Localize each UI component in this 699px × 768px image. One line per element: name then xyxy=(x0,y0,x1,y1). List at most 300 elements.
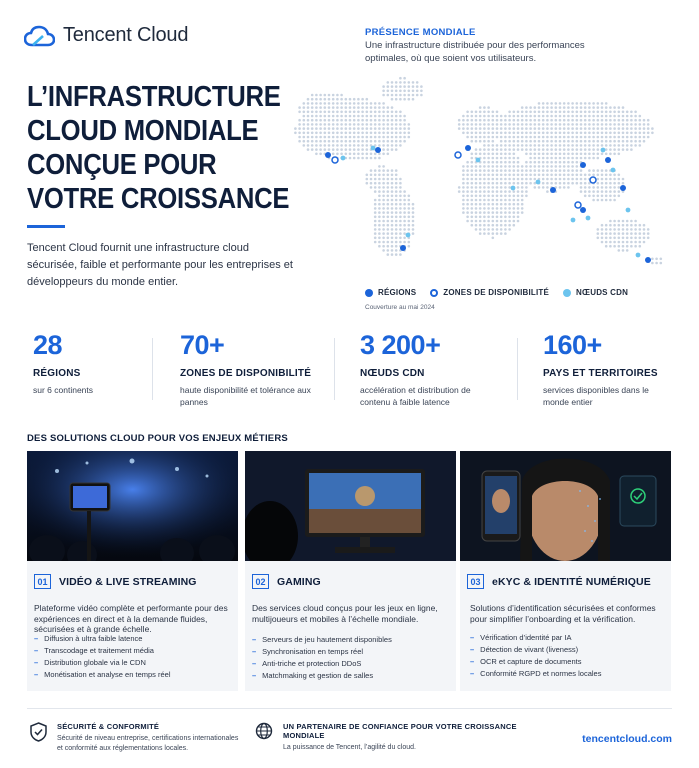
map-dot xyxy=(525,140,528,143)
map-dot xyxy=(630,140,633,143)
card-number: 01 xyxy=(34,574,51,589)
map-dot xyxy=(588,106,591,109)
map-dot xyxy=(584,115,587,118)
map-dot xyxy=(374,115,377,118)
map-dot xyxy=(395,85,398,88)
map-dot xyxy=(517,182,520,185)
map-dot xyxy=(597,123,600,126)
map-dot xyxy=(395,132,398,135)
map-dot xyxy=(399,81,402,84)
stat-label: NŒUDS CDN xyxy=(360,368,425,379)
map-dot xyxy=(408,195,411,198)
map-dot xyxy=(466,199,469,202)
map-dot xyxy=(580,157,583,160)
map-dot xyxy=(303,111,306,114)
map-dot xyxy=(395,207,398,210)
map-dot xyxy=(513,153,516,156)
map-dot xyxy=(508,190,511,193)
map-dot xyxy=(618,140,621,143)
map-dot xyxy=(391,237,394,240)
map-dot xyxy=(513,148,516,151)
map-dot xyxy=(319,140,322,143)
map-dot xyxy=(340,94,343,97)
map-dot xyxy=(332,140,335,143)
map-dot xyxy=(366,136,369,139)
map-dot xyxy=(458,123,461,126)
map-dot xyxy=(311,132,314,135)
map-dot xyxy=(588,186,591,189)
map-dot xyxy=(534,165,537,168)
map-dot xyxy=(471,182,474,185)
map-dot xyxy=(324,119,327,122)
map-dot xyxy=(626,148,629,151)
map-dot xyxy=(395,211,398,214)
map-dot xyxy=(613,140,616,143)
card-header xyxy=(252,574,321,589)
presence-subtitle: Une infrastructure distribuée pour des performances optimales, où que soient vos utilisateurs. xyxy=(365,40,585,64)
map-dot xyxy=(555,119,558,122)
map-dot xyxy=(336,132,339,135)
map-dot xyxy=(408,228,411,231)
map-dot xyxy=(622,241,625,244)
map-dot xyxy=(555,127,558,130)
map-dot xyxy=(391,85,394,88)
map-dot xyxy=(311,111,314,114)
map-dot xyxy=(597,111,600,114)
map-dot xyxy=(332,115,335,118)
map-dot xyxy=(366,123,369,126)
map-dot xyxy=(605,102,608,105)
map-dot xyxy=(466,119,469,122)
website-link[interactable]: tencentcloud.com xyxy=(582,733,672,745)
map-dot xyxy=(378,195,381,198)
map-dot xyxy=(567,161,570,164)
map-dot xyxy=(542,178,545,181)
map-dot xyxy=(483,111,486,114)
map-dot xyxy=(471,190,474,193)
map-dot xyxy=(483,148,486,151)
map-dot xyxy=(651,132,654,135)
map-dot xyxy=(382,182,385,185)
map-dot xyxy=(483,115,486,118)
map-dot xyxy=(303,132,306,135)
map-dot xyxy=(597,136,600,139)
map-dot xyxy=(630,132,633,135)
map-dot xyxy=(391,241,394,244)
map-dot xyxy=(298,111,301,114)
map-dot xyxy=(496,111,499,114)
map-dot xyxy=(403,224,406,227)
map-dot xyxy=(546,190,549,193)
map-dot xyxy=(504,115,507,118)
map-dot xyxy=(601,132,604,135)
map-dot xyxy=(387,245,390,248)
map-dot xyxy=(315,123,318,126)
map-dot xyxy=(492,119,495,122)
map-dot xyxy=(605,174,608,177)
map-dot xyxy=(630,144,633,147)
map-dot xyxy=(366,119,369,122)
map-dot xyxy=(391,207,394,210)
map-dot xyxy=(403,85,406,88)
map-dot xyxy=(345,127,348,130)
map-dot xyxy=(534,127,537,130)
map-dot xyxy=(542,140,545,143)
map-dot xyxy=(408,245,411,248)
map-dot xyxy=(492,216,495,219)
map-dot xyxy=(345,111,348,114)
map-dot xyxy=(395,195,398,198)
map-dot xyxy=(529,119,532,122)
map-dot xyxy=(500,199,503,202)
map-dot xyxy=(399,199,402,202)
map-dot xyxy=(496,203,499,206)
partner-block xyxy=(255,722,553,753)
map-dot xyxy=(340,144,343,147)
map-dot xyxy=(529,157,532,160)
headline-line: VOTRE CROISSANCE xyxy=(27,183,290,215)
map-dot xyxy=(374,199,377,202)
map-dot xyxy=(475,165,478,168)
map-dot xyxy=(563,182,566,185)
map-dot xyxy=(584,178,587,181)
map-dot xyxy=(550,157,553,160)
map-dot xyxy=(471,203,474,206)
map-dot xyxy=(412,211,415,214)
map-dot xyxy=(605,182,608,185)
map-dot xyxy=(374,190,377,193)
stat-value: 3 200+ xyxy=(360,330,441,360)
map-dot xyxy=(550,123,553,126)
map-dot xyxy=(483,140,486,143)
map-dot xyxy=(311,148,314,151)
map-dot xyxy=(504,220,507,223)
map-dot xyxy=(487,203,490,206)
map-dot xyxy=(345,140,348,143)
map-dot xyxy=(563,115,566,118)
map-dot xyxy=(382,102,385,105)
map-dot xyxy=(403,216,406,219)
map-dot xyxy=(580,190,583,193)
list-item: – Transcodage et traitement média xyxy=(34,646,154,655)
map-dot xyxy=(513,207,516,210)
map-dot xyxy=(508,211,511,214)
map-dot xyxy=(315,144,318,147)
zone-ring-icon xyxy=(430,289,438,297)
map-dot xyxy=(466,216,469,219)
map-dot xyxy=(492,186,495,189)
map-dot xyxy=(391,211,394,214)
map-dot xyxy=(630,228,633,231)
map-dot xyxy=(634,132,637,135)
map-dot xyxy=(399,211,402,214)
card-feature-list xyxy=(252,634,392,682)
map-dot xyxy=(382,85,385,88)
map-dot xyxy=(399,119,402,122)
map-dot xyxy=(525,127,528,130)
map-dot xyxy=(563,136,566,139)
map-dot xyxy=(487,224,490,227)
map-dot xyxy=(475,199,478,202)
map-dot xyxy=(588,153,591,156)
map-dot xyxy=(328,123,331,126)
map-dot xyxy=(597,148,600,151)
map-dot xyxy=(622,132,625,135)
map-dot xyxy=(319,132,322,135)
map-dot xyxy=(349,136,352,139)
security-title: SÉCURITÉ & CONFORMITÉ xyxy=(57,722,160,731)
map-dot xyxy=(328,140,331,143)
map-dot xyxy=(391,253,394,256)
map-dot xyxy=(559,165,562,168)
map-dot xyxy=(592,106,595,109)
map-dot xyxy=(609,127,612,130)
map-dot xyxy=(303,102,306,105)
map-dot xyxy=(580,148,583,151)
map-dot xyxy=(584,123,587,126)
map-dot xyxy=(395,199,398,202)
map-dot xyxy=(487,178,490,181)
map-dot xyxy=(403,220,406,223)
map-dot xyxy=(592,102,595,105)
map-dot xyxy=(613,245,616,248)
map-dot xyxy=(529,165,532,168)
map-dot xyxy=(387,169,390,172)
map-dot xyxy=(567,132,570,135)
map-dot xyxy=(618,186,621,189)
map-dot xyxy=(475,174,478,177)
map-dot xyxy=(546,182,549,185)
map-dot xyxy=(626,140,629,143)
map-dot xyxy=(387,90,390,93)
map-dot xyxy=(521,136,524,139)
map-dot xyxy=(559,102,562,105)
map-dot xyxy=(332,98,335,101)
map-dot xyxy=(382,115,385,118)
map-dot xyxy=(387,132,390,135)
map-dot xyxy=(391,245,394,248)
map-dot xyxy=(576,102,579,105)
map-dot xyxy=(378,237,381,240)
map-dot xyxy=(517,207,520,210)
map-dot xyxy=(483,161,486,164)
map-dot xyxy=(513,190,516,193)
stat-value: 160+ xyxy=(543,330,602,360)
map-dot xyxy=(601,186,604,189)
map-dot xyxy=(353,157,356,160)
map-dot xyxy=(387,237,390,240)
map-dot xyxy=(328,94,331,97)
map-dot xyxy=(563,153,566,156)
map-dot xyxy=(479,115,482,118)
map-dot xyxy=(349,157,352,160)
map-dot xyxy=(487,140,490,143)
map-dot xyxy=(496,178,499,181)
map-dot xyxy=(483,203,486,206)
card-header xyxy=(34,574,197,589)
map-dot xyxy=(529,140,532,143)
map-dot xyxy=(471,157,474,160)
map-dot xyxy=(466,123,469,126)
map-dot xyxy=(307,140,310,143)
map-dot xyxy=(605,237,608,240)
map-dot xyxy=(584,140,587,143)
map-dot xyxy=(534,174,537,177)
map-dot xyxy=(622,148,625,151)
map-dot xyxy=(357,106,360,109)
map-dot xyxy=(374,157,377,160)
map-dot xyxy=(496,232,499,235)
map-dot xyxy=(399,241,402,244)
map-dot xyxy=(500,228,503,231)
map-dot xyxy=(332,111,335,114)
map-dot xyxy=(571,169,574,172)
map-dot xyxy=(399,216,402,219)
region-marker xyxy=(325,152,331,158)
map-dot xyxy=(487,157,490,160)
map-dot xyxy=(588,174,591,177)
map-dot xyxy=(349,102,352,105)
map-dot xyxy=(311,115,314,118)
map-dot xyxy=(592,115,595,118)
map-dot xyxy=(391,98,394,101)
map-dot xyxy=(609,224,612,227)
map-dot xyxy=(345,132,348,135)
map-dot xyxy=(563,174,566,177)
map-dot xyxy=(387,203,390,206)
map-dot xyxy=(500,144,503,147)
map-dot xyxy=(349,153,352,156)
map-dot xyxy=(391,199,394,202)
map-dot xyxy=(571,136,574,139)
map-dot xyxy=(542,186,545,189)
map-dot xyxy=(555,136,558,139)
map-dot xyxy=(366,140,369,143)
map-dot xyxy=(508,119,511,122)
map-dot xyxy=(609,190,612,193)
map-dot xyxy=(567,169,570,172)
map-dot xyxy=(521,111,524,114)
map-dot xyxy=(576,140,579,143)
map-dot xyxy=(580,132,583,135)
map-dot xyxy=(605,115,608,118)
map-dot xyxy=(471,136,474,139)
map-dot xyxy=(622,144,625,147)
map-dot xyxy=(345,98,348,101)
map-dot xyxy=(366,111,369,114)
card-title: GAMING xyxy=(277,575,321,588)
map-dot xyxy=(475,119,478,122)
map-dot xyxy=(487,136,490,139)
map-dot xyxy=(576,174,579,177)
map-dot xyxy=(399,182,402,185)
map-dot xyxy=(496,211,499,214)
map-dot xyxy=(613,186,616,189)
card-number: 02 xyxy=(252,574,269,589)
map-dot xyxy=(517,195,520,198)
map-dot xyxy=(487,161,490,164)
map-dot xyxy=(618,178,621,181)
map-dot xyxy=(496,207,499,210)
map-dot xyxy=(412,203,415,206)
map-dot xyxy=(483,195,486,198)
map-dot xyxy=(475,132,478,135)
map-dot xyxy=(466,178,469,181)
map-dot xyxy=(319,98,322,101)
map-dot xyxy=(475,228,478,231)
map-dot xyxy=(403,140,406,143)
map-dot xyxy=(517,123,520,126)
map-dot xyxy=(584,119,587,122)
map-dot xyxy=(605,127,608,130)
map-dot xyxy=(412,98,415,101)
map-dot xyxy=(622,232,625,235)
zone-marker xyxy=(590,177,596,183)
map-dot xyxy=(508,174,511,177)
map-dot xyxy=(345,153,348,156)
map-dot xyxy=(496,182,499,185)
map-dot xyxy=(504,132,507,135)
map-dot xyxy=(529,182,532,185)
map-dot xyxy=(588,102,591,105)
map-dot xyxy=(546,144,549,147)
map-dot xyxy=(609,106,612,109)
map-dot xyxy=(336,148,339,151)
map-dot xyxy=(487,123,490,126)
logo-text: Tencent Cloud xyxy=(63,24,189,46)
map-dot xyxy=(567,127,570,130)
map-dot xyxy=(567,136,570,139)
map-dot xyxy=(479,174,482,177)
map-dot xyxy=(391,203,394,206)
map-dot xyxy=(475,115,478,118)
map-dot xyxy=(550,161,553,164)
region-marker xyxy=(605,157,611,163)
map-dot xyxy=(399,144,402,147)
map-dot xyxy=(563,165,566,168)
map-dot xyxy=(571,106,574,109)
map-dot xyxy=(353,140,356,143)
map-dot xyxy=(597,199,600,202)
map-dot xyxy=(370,182,373,185)
map-dot xyxy=(332,94,335,97)
map-dot xyxy=(601,182,604,185)
map-dot xyxy=(609,148,612,151)
map-dot xyxy=(370,127,373,130)
map-dot xyxy=(555,144,558,147)
map-dot xyxy=(378,245,381,248)
map-dot xyxy=(525,195,528,198)
map-dot xyxy=(521,144,524,147)
map-dot xyxy=(319,111,322,114)
map-dot xyxy=(399,132,402,135)
region-marker xyxy=(400,245,406,251)
map-dot xyxy=(630,115,633,118)
map-dot xyxy=(340,127,343,130)
map-dot xyxy=(332,127,335,130)
map-dot xyxy=(483,165,486,168)
map-dot xyxy=(513,127,516,130)
map-dot xyxy=(466,111,469,114)
map-dot xyxy=(584,136,587,139)
map-dot xyxy=(319,94,322,97)
map-dot xyxy=(534,111,537,114)
map-dot xyxy=(525,165,528,168)
stat-zones xyxy=(180,330,320,408)
map-dot xyxy=(361,106,364,109)
map-dot xyxy=(479,232,482,235)
globe-icon xyxy=(255,722,273,740)
